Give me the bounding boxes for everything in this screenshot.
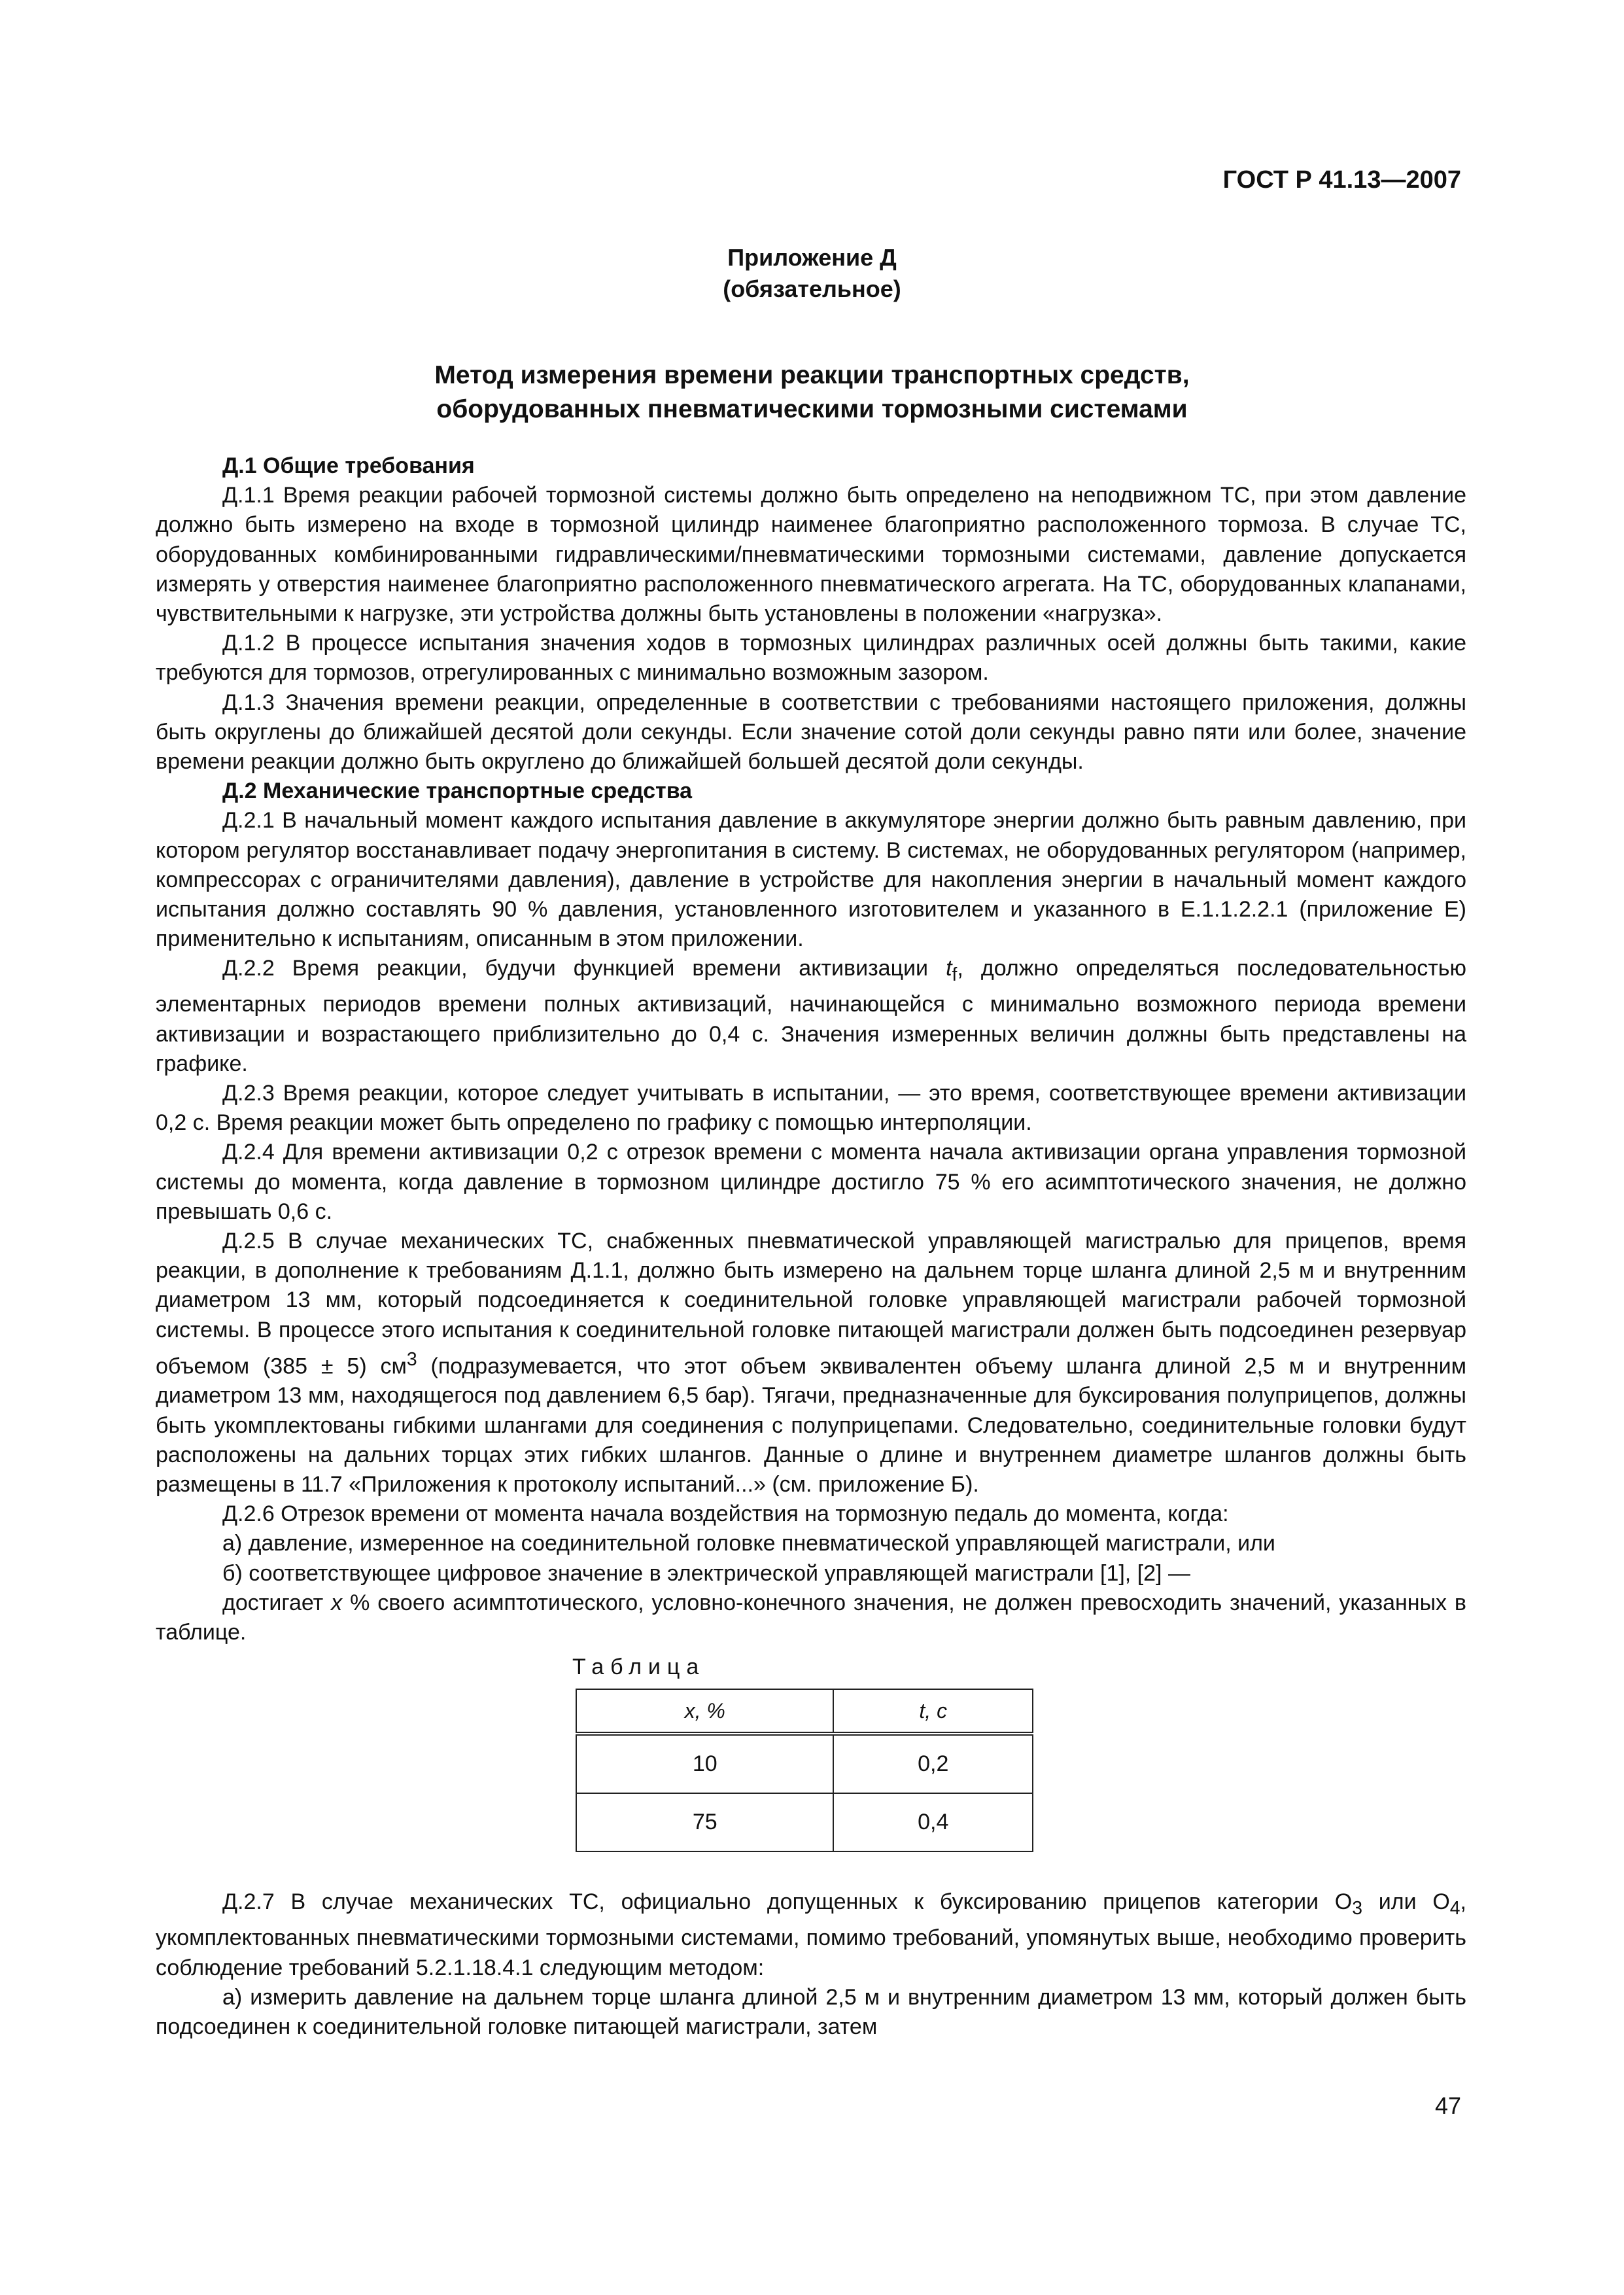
paragraph-d25-text-a: Д.2.5 В случае механических ТС, снабженных пневматической управляющей магистралью для прицепов, время реакции, в дополнение к требованиям Д.1.1, должно быть измерено на дальнем торце шланга длиной 2,5 м и внутренним диаметром 13 мм, который подсоединяется к соединительной головке управляющей магистрали рабочей тормозной системы. В процессе этого испытания к соединительной головке питающей магистрали должен быть подсоединен резервуар объемом (385 ± 5) см (156, 1229, 1466, 1379)
header-t-text: t, c (919, 1698, 948, 1723)
table-cell-t: 0,2 (833, 1734, 1033, 1793)
paragraph-d13: Д.1.3 Значения времени реакции, определенные в соответствии с требованиями настоящего приложения, должны быть округлены до ближайшей десятой доли секунды. Если значение сотой доли секунды равно пяти или более, значение времени реакции должно быть округлено до ближайшей большей десятой доли секунды. (156, 690, 1466, 775)
data-table (576, 1689, 1033, 1852)
table-header-t (833, 1689, 1033, 1734)
section-heading-d2: Д.2 Механические транспортные средства (222, 779, 693, 804)
subscript-f: f (952, 964, 958, 986)
conclusion-text-b: % своего асимптотического, условно-конечного значения, не должен превосходить значений, указанных в таблице. (156, 1590, 1466, 1645)
subscript-3: 3 (1352, 1898, 1363, 1919)
paragraph-d27-text-b: , укомплектованных пневматическими тормозными системами, помимо требований, упомянутых выше, необходимо проверить соблюдение требований 5.2.1.18.4.1 следующим методом: (156, 1889, 1466, 1980)
subscript-4: 4 (1449, 1898, 1460, 1919)
standard-number: ГОСТ Р 41.13—2007 (1222, 166, 1461, 194)
paragraph-d11: Д.1.1 Время реакции рабочей тормозной системы должно быть определено на неподвижном ТС, при этом давление должно быть измерено на входе в тормозной цилиндр наименее благоприятно расположенного тормоза. В случае ТС, оборудованных комбинированными гидравлическими/пневматическими тормозными системами, давление допускается измерять у отверстия наименее благоприятно расположенного пневматического агрегата. На ТС, оборудованных клапанами, чувствительными к нагрузке, эти устройства должны быть установлены в положении «нагрузка». (156, 483, 1466, 627)
paragraph-d26: Д.2.6 Отрезок времени от момента начала воздействия на тормозную педаль до момента, когда: (222, 1501, 1229, 1527)
document-title (0, 359, 1624, 427)
table-header-row (576, 1689, 1033, 1734)
appendix-label: Приложение Д (727, 244, 897, 271)
title-line-2: оборудованных пневматическими тормозными системами (436, 395, 1188, 423)
title-line-1: Метод измерения времени реакции транспортных средств, (434, 361, 1190, 389)
spacer (156, 1852, 1466, 1887)
document-body (156, 451, 1466, 2042)
table-cell-t: 0,4 (833, 1793, 1033, 1851)
paragraph-d22-text-b: , должно определяться последовательностью элементарных периодов времени полных активизаций, начинающейся с минимально возможного периода времени активизации и возрастающего приблизительно до 0,4 с. Значения измеренных величин должны быть представлены на графике. (156, 956, 1467, 1076)
paragraph-d27 (156, 1887, 1466, 1982)
appendix-heading (0, 242, 1624, 305)
paragraph-d25 (156, 1227, 1466, 1499)
header-x-text: x, % (684, 1698, 725, 1723)
conclusion-text-a: достигает (222, 1590, 332, 1615)
variable-t: t (946, 956, 952, 981)
paragraph-d26-conclusion (156, 1588, 1466, 1647)
table-caption: Таблица (572, 1655, 706, 1680)
table-header-x (576, 1689, 833, 1734)
superscript-3: 3 (406, 1348, 417, 1370)
paragraph-d27-item-a: а) измерить давление на дальнем торце шланга длиной 2,5 м и внутренним диаметром 13 мм, который должен быть подсоединен к соединительной головке питающей магистрали, затем (156, 1984, 1466, 2040)
variable-x: x (331, 1590, 343, 1615)
table-cell-x: 10 (576, 1734, 833, 1793)
paragraph-d12: Д.1.2 В процессе испытания значения ходов в тормозных цилиндрах различных осей должны быть такими, какие требуются для тормозов, отрегулированных с минимально возможным зазором. (156, 631, 1466, 686)
paragraph-d22 (156, 954, 1466, 1079)
paragraph-d22-text-a: Д.2.2 Время реакции, будучи функцией времени активизации (222, 956, 946, 981)
paragraph-d25-text-b: (подразумевается, что этот объем эквивалентен объему шланга длиной 2,5 м и внутренним диаметром 13 мм, находящегося под давлением 6,5 бар). Тягачи, предназначенные для буксирования полуприцепов, должны быть укомплектованы гибкими шлангами для соединения с полуприцепами. Следовательно, соединительные головки будут расположены на дальних торцах этих гибких шлангов. Данные о длине и внутреннем диаметре шлангов должны быть размещены в 11.7 «Приложения к протоколу испытаний...» (см. приложение Б). (156, 1354, 1466, 1498)
table-cell-x: 75 (576, 1793, 833, 1851)
paragraph-d21: Д.2.1 В начальный момент каждого испытания давление в аккумуляторе энергии должно быть равным давлению, при котором регулятор восстанавливает подачу энергопитания в систему. В системах, не оборудованных регулятором (например, компрессорах с ограничителями давления), давление в устройстве для накопления энергии в начальный момент каждого испытания должно составлять 90 % давления, установленного изготовителем и указанного в Е.1.1.2.2.1 (приложение Е) применительно к испытаниям, описанным в этом приложении. (156, 808, 1466, 952)
paragraph-d26-item-b: б) соответствующее цифровое значение в электрической управляющей магистрали [1], [2] — (222, 1560, 1190, 1586)
appendix-status: (обязательное) (723, 275, 901, 302)
page-number: 47 (1434, 2092, 1461, 2119)
paragraph-d27-text-a: Д.2.7 В случае механических ТС, официально допущенных к буксированию прицепов категории O (222, 1889, 1353, 1915)
paragraph-d26-item-a: а) давление, измеренное на соединительной головке пневматической управляющей магистрали, или (222, 1531, 1275, 1556)
table-row (576, 1734, 1033, 1793)
paragraph-d23: Д.2.3 Время реакции, которое следует учитывать в испытании, — это время, соответствующее времени активизации 0,2 с. Время реакции может быть определено по графику с помощью интерполяции. (156, 1081, 1466, 1136)
section-heading-d1: Д.1 Общие требования (222, 453, 475, 478)
paragraph-d24: Д.2.4 Для времени активизации 0,2 с отрезок времени с момента начала активизации органа управления тормозной системы до момента, когда давление в тормозном цилиндре достигло 75 % его асимптотического значения, не должно превышать 0,6 с. (156, 1140, 1466, 1224)
paragraph-d27-mid: или O (1362, 1889, 1450, 1915)
table-row (576, 1793, 1033, 1851)
